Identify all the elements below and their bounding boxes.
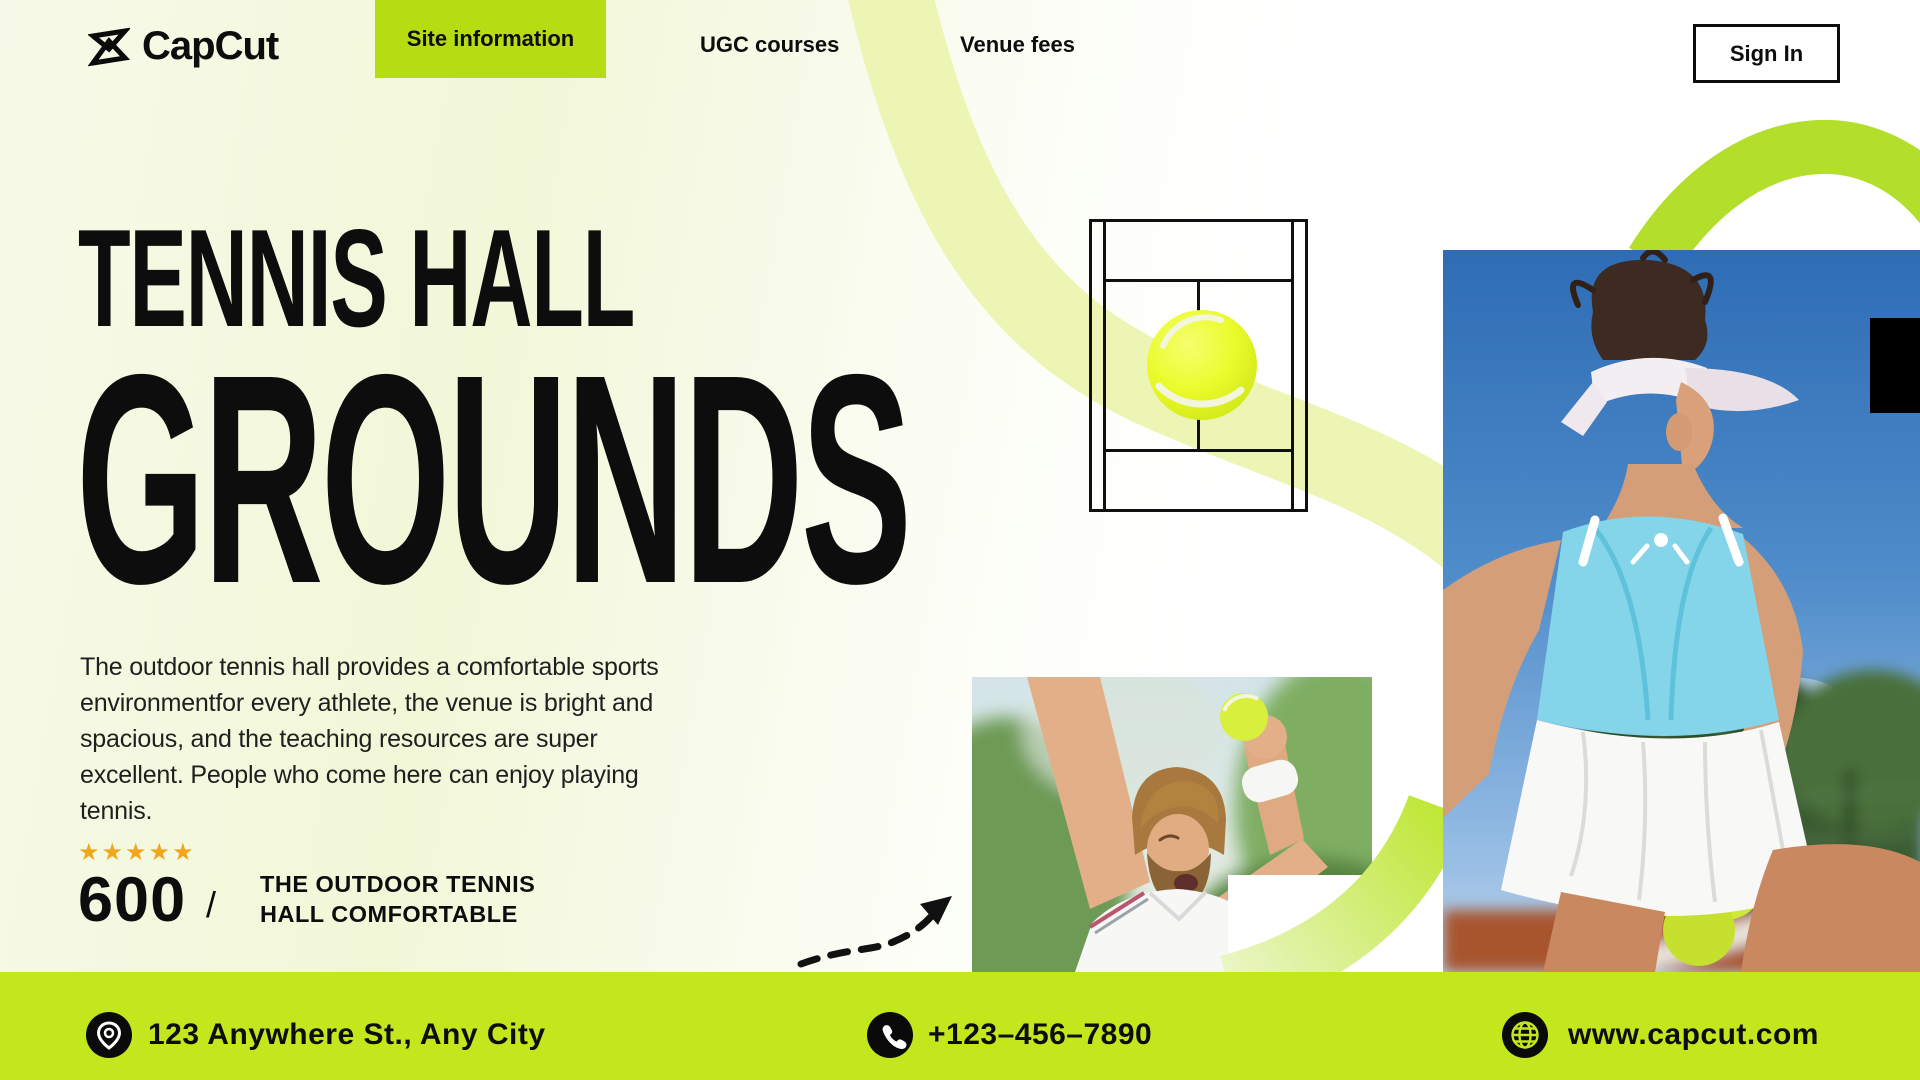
rating-caption bbox=[260, 869, 535, 929]
nav-item-site-information[interactable] bbox=[375, 0, 606, 78]
nav-item-ugc-courses[interactable] bbox=[700, 32, 839, 58]
footer-address: 123 Anywhere St., Any City bbox=[148, 1018, 546, 1051]
location-pin-icon bbox=[86, 1012, 132, 1058]
nav-item-venue-fees[interactable] bbox=[960, 32, 1075, 58]
hero-description: The outdoor tennis hall provides a comfortable sports environmentfor every athlete, the venue is bright and spacious, and the teaching resources are super excellent. People who come here can enjoy playing tennis. bbox=[80, 653, 659, 825]
nav-item-label: Venue fees bbox=[960, 32, 1075, 57]
rating-caption-line1: THE OUTDOOR TENNIS bbox=[260, 871, 536, 897]
capcut-logo-icon bbox=[88, 26, 130, 68]
brand-logo[interactable] bbox=[88, 24, 278, 69]
hero-title-line1: TENNIS HALL bbox=[78, 201, 635, 356]
black-accent-rectangle bbox=[1870, 318, 1920, 413]
nav-item-label: Site information bbox=[406, 26, 575, 51]
top-right-arc bbox=[1652, 147, 1920, 262]
tennis-ball-icon bbox=[1147, 310, 1257, 420]
globe-icon bbox=[1502, 1012, 1548, 1058]
woman-tennis-player-photo bbox=[1443, 250, 1920, 972]
sign-in-button[interactable] bbox=[1693, 24, 1840, 83]
brand-name: CapCut bbox=[142, 24, 279, 68]
sign-in-label: Sign In bbox=[1729, 40, 1804, 66]
phone-icon bbox=[867, 1012, 913, 1058]
rating-score: 600 bbox=[78, 865, 187, 935]
rating-divider: / bbox=[206, 884, 217, 925]
rating-caption-line2: HALL COMFORTABLE bbox=[260, 901, 518, 927]
nav-item-label: UGC courses bbox=[700, 32, 840, 57]
footer-phone: +123–456–7890 bbox=[928, 1018, 1153, 1051]
footer-website[interactable]: www.capcut.com bbox=[1568, 1018, 1819, 1051]
hero-title-line2: GROUNDS bbox=[76, 313, 910, 646]
white-overlay-panel bbox=[1228, 875, 1448, 975]
dashed-arrow-icon bbox=[801, 896, 952, 964]
star-rating-icon: ★★★★★ bbox=[78, 839, 196, 866]
